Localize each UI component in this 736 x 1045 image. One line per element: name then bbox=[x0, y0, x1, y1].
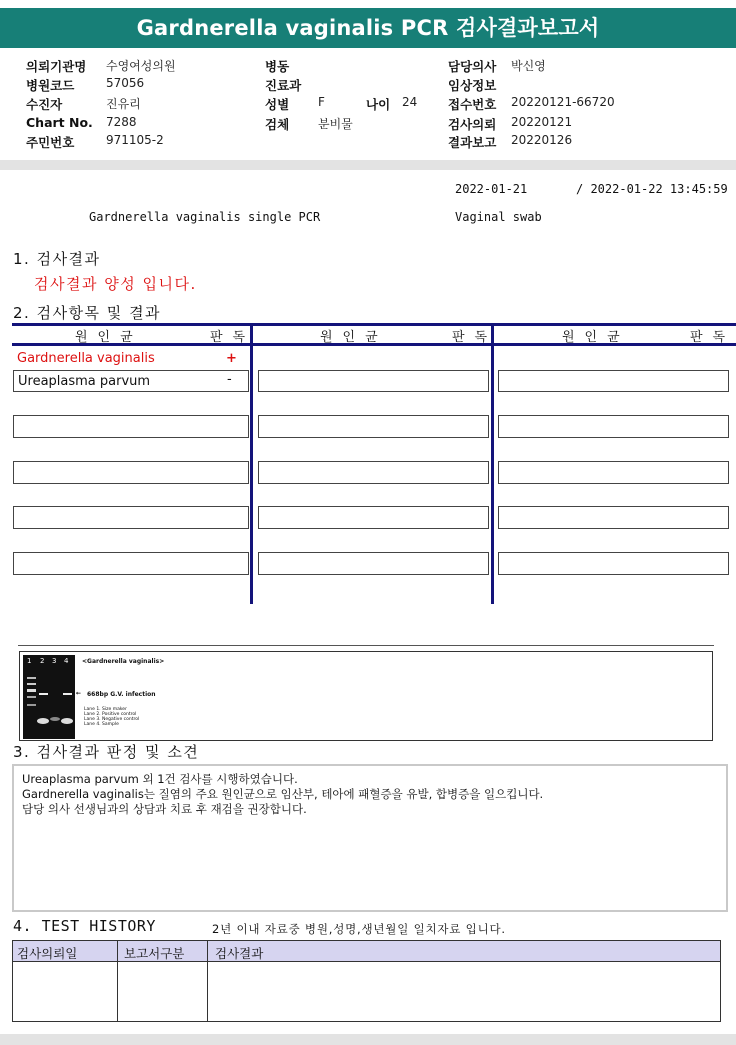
info-label: 병원코드 bbox=[26, 78, 75, 93]
section4-title: 4. TEST HISTORY bbox=[13, 917, 156, 935]
section2-title: 2. 검사항목 및 결과 bbox=[13, 304, 162, 322]
comment-line: Gardnerella vaginalis는 질염의 주요 원인균으로 임산부, 테아에 패혈증을 유발, 합병증을 일으킵니다. bbox=[22, 787, 544, 801]
info-label: 결과보고 bbox=[448, 135, 497, 150]
info-value: 20220126 bbox=[511, 133, 573, 147]
info-value: 57056 bbox=[106, 76, 145, 90]
gel-title: <Gardnerella vaginalis> bbox=[82, 658, 165, 665]
result-cell bbox=[258, 506, 489, 529]
column-divider bbox=[491, 323, 494, 604]
result-cell bbox=[258, 370, 489, 392]
result-cell bbox=[498, 506, 729, 529]
info-value: 20220121 bbox=[511, 115, 573, 129]
info-label: Chart No. bbox=[26, 115, 93, 130]
pathogen-name: Ureaplasma parvum bbox=[18, 374, 151, 389]
pathogen-result: + bbox=[226, 351, 237, 366]
history-note: 2년 이내 자료중 병원,성명,생년월일 일치자료 입니다. bbox=[212, 922, 506, 936]
band-label: 668bp G.V. infection bbox=[87, 691, 156, 698]
result-cell bbox=[498, 461, 729, 484]
info-label: 접수번호 bbox=[448, 97, 497, 112]
info-value: 7288 bbox=[106, 115, 137, 129]
info-value: F bbox=[318, 95, 325, 109]
info-label: 검체 bbox=[265, 117, 290, 132]
result-cell bbox=[13, 506, 249, 529]
comment-line: Ureaplasma parvum 외 1건 검사를 시행하였습니다. bbox=[22, 772, 298, 786]
request-date: 2022-01-21 bbox=[455, 182, 528, 196]
pathogen-result: - bbox=[227, 372, 232, 387]
comment-box bbox=[12, 764, 728, 912]
lane-label: 4 bbox=[64, 657, 69, 665]
section1-title: 1. 검사결과 bbox=[13, 250, 101, 268]
gel-bands bbox=[23, 655, 75, 739]
gel-electrophoresis-image bbox=[23, 655, 75, 739]
history-table bbox=[12, 940, 721, 1022]
lane-label: 1 bbox=[27, 657, 32, 665]
info-label: 의뢰기관명 bbox=[26, 59, 87, 74]
pathogen-name: Gardnerella vaginalis bbox=[17, 351, 155, 366]
info-value: 24 bbox=[402, 95, 418, 109]
info-value: 수영여성의원 bbox=[106, 59, 176, 73]
info-value: 진유리 bbox=[106, 97, 141, 111]
separator-strip bbox=[0, 160, 736, 170]
column-divider bbox=[250, 323, 253, 604]
info-value: 박신영 bbox=[511, 59, 546, 73]
info-label: 나이 bbox=[366, 97, 391, 112]
info-label: 담당의사 bbox=[448, 59, 497, 74]
gel-legend-item: Lane 1. Size maker bbox=[84, 707, 127, 712]
info-value: 20220121-66720 bbox=[511, 95, 615, 109]
patient-info bbox=[0, 52, 736, 170]
gel-legend-item: Lane 2. Positive control bbox=[84, 712, 137, 717]
gel-legend-item: Lane 4. Sample bbox=[84, 722, 119, 727]
info-label: 병동 bbox=[265, 59, 290, 74]
info-value: 분비물 bbox=[318, 117, 353, 131]
section3-title: 3. 검사결과 판정 및 소견 bbox=[13, 743, 200, 761]
header-result: 판독 bbox=[690, 330, 736, 345]
result-cell bbox=[498, 415, 729, 438]
header-pathogen: 원인균 bbox=[562, 330, 630, 345]
specimen-type: Vaginal swab bbox=[455, 210, 542, 224]
history-header-date: 검사의뢰일 bbox=[17, 946, 78, 961]
gel-legend-item: Lane 3. Negative control bbox=[84, 717, 140, 722]
info-label: 수진자 bbox=[26, 97, 63, 112]
result-cell bbox=[13, 415, 249, 438]
lane-label: 3 bbox=[52, 657, 57, 665]
test-name: Gardnerella vaginalis single PCR bbox=[89, 210, 321, 224]
lane-label: 2 bbox=[40, 657, 45, 665]
gel-divider bbox=[18, 645, 714, 646]
gel-image-panel bbox=[19, 651, 713, 741]
header-result: 판독 bbox=[210, 330, 256, 345]
result-cell bbox=[498, 370, 729, 392]
header-result: 판독 bbox=[452, 330, 498, 345]
result-cell bbox=[258, 415, 489, 438]
result-cell bbox=[13, 461, 249, 484]
band-arrow-icon: ← bbox=[76, 690, 82, 697]
report-title: Gardnerella vaginalis PCR 검사결과보고서 bbox=[0, 8, 736, 48]
report-datetime: / 2022-01-22 13:45:59 bbox=[576, 182, 728, 196]
info-label: 성별 bbox=[265, 97, 290, 112]
result-cell bbox=[258, 461, 489, 484]
history-header-result: 검사결과 bbox=[215, 946, 264, 961]
bottom-strip bbox=[0, 1034, 736, 1045]
header-pathogen: 원인균 bbox=[320, 330, 388, 345]
comment-line: 담당 의사 선생님과의 상담과 치료 후 재검을 권장합니다. bbox=[22, 802, 307, 816]
info-label: 임상정보 bbox=[448, 78, 497, 93]
overall-result: 검사결과 양성 입니다. bbox=[34, 275, 197, 293]
result-cell bbox=[258, 552, 489, 575]
info-label: 주민번호 bbox=[26, 135, 75, 150]
result-cell bbox=[13, 552, 249, 575]
result-cell bbox=[498, 552, 729, 575]
info-label: 진료과 bbox=[265, 78, 302, 93]
info-label: 검사의뢰 bbox=[448, 117, 497, 132]
history-header-type: 보고서구분 bbox=[124, 946, 185, 961]
header-pathogen: 원인균 bbox=[75, 330, 143, 345]
info-value: 971105-2 bbox=[106, 133, 164, 147]
gel-legend bbox=[84, 707, 139, 727]
